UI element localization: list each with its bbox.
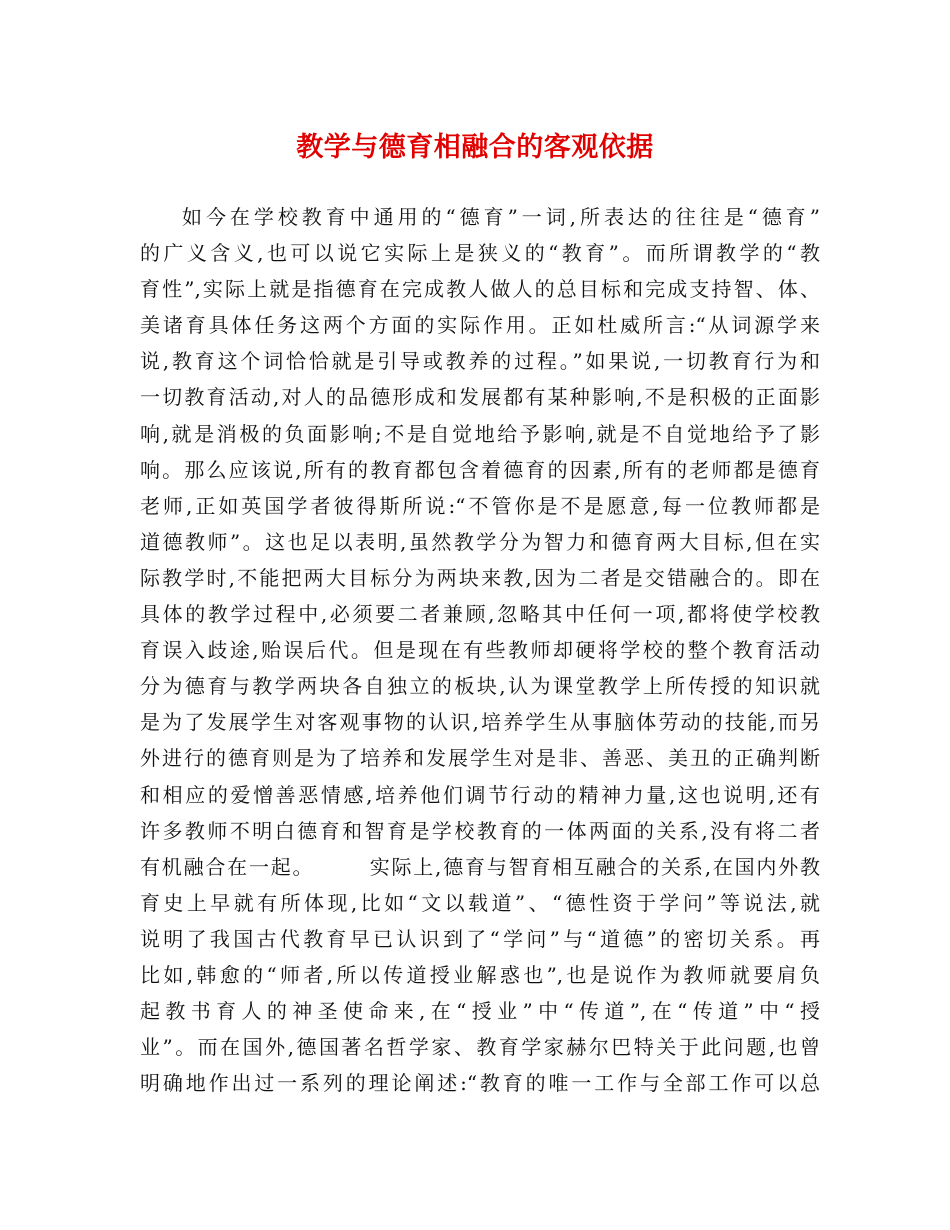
body-line: 老师,正如英国学者彼得斯所说:“不管你是不是愿意,每一位教师都是 — [140, 493, 820, 518]
body-line: 说,教育这个词恰恰就是引导或教养的过程。”如果说,一切教育行为和 — [140, 349, 820, 374]
body-line: 育误入歧途,贻误后代。但是现在有些教师却硬将学校的整个教育活动 — [140, 638, 820, 663]
body-line: 道德教师”。这也足以表明,虽然教学分为智力和德育两大目标,但在实 — [140, 529, 820, 554]
body-line: 育性”,实际上就是指德育在完成教人做人的总目标和完成支持智、体、 — [140, 277, 820, 302]
body-line: 的广义含义,也可以说它实际上是狭义的“教育”。而所谓教学的“教 — [140, 241, 820, 266]
body-line: 比如,韩愈的“师者,所以传道授业解惑也”,也是说作为教师就要肩负 — [140, 962, 820, 987]
body-line: 美诸育具体任务这两个方面的实际作用。正如杜威所言:“从词源学来 — [140, 313, 820, 338]
document-body — [140, 199, 820, 1101]
body-line: 是为了发展学生对客观事物的认识,培养学生从事脑体劳动的技能,而另 — [140, 710, 820, 735]
body-line: 外进行的德育则是为了培养和发展学生对是非、善恶、美丑的正确判断 — [140, 746, 820, 771]
body-line: 业”。而在国外,德国著名哲学家、教育学家赫尔巴特关于此问题,也曾 — [140, 1035, 820, 1060]
body-line: 响。那么应该说,所有的教育都包含着德育的因素,所有的老师都是德育 — [140, 457, 820, 482]
body-line: 分为德育与教学两块各自独立的板块,认为课堂教学上所传授的知识就 — [140, 674, 820, 699]
document-title: 教学与德育相融合的客观依据 — [296, 132, 654, 163]
body-line: 如今在学校教育中通用的“德育”一词,所表达的往往是“德育” — [182, 205, 820, 229]
body-line: 育史上早就有所体现,比如“文以载道”、“德性资于学问”等说法,就 — [140, 890, 820, 915]
body-line: 明确地作出过一系列的理论阐述:“教育的唯一工作与全部工作可以总 — [140, 1071, 820, 1096]
body-line: 响,就是消极的负面影响;不是自觉地给予影响,就是不自觉地给予了影 — [140, 421, 820, 446]
body-line: 说明了我国古代教育早已认识到了“学问”与“道德”的密切关系。再 — [140, 926, 820, 951]
body-line: 许多教师不明白德育和智育是学校教育的一体两面的关系,没有将二者 — [140, 818, 820, 843]
body-line: 际教学时,不能把两大目标分为两块来教,因为二者是交错融合的。即在 — [140, 565, 820, 590]
body-line: 具体的教学过程中,必须要二者兼顾,忽略其中任何一项,都将使学校教 — [140, 602, 820, 627]
body-line: 和相应的爱憎善恶情感,培养他们调节行动的精神力量,这也说明,还有 — [140, 782, 820, 807]
body-line: 有机融合在一起。 实际上,德育与智育相互融合的关系,在国内外教 — [140, 854, 820, 879]
body-line: 一切教育活动,对人的品德形成和发展都有某种影响,不是积极的正面影 — [140, 385, 820, 410]
body-line: 起教书育人的神圣使命来,在“授业”中“传道”,在“传道”中“授 — [140, 999, 820, 1024]
